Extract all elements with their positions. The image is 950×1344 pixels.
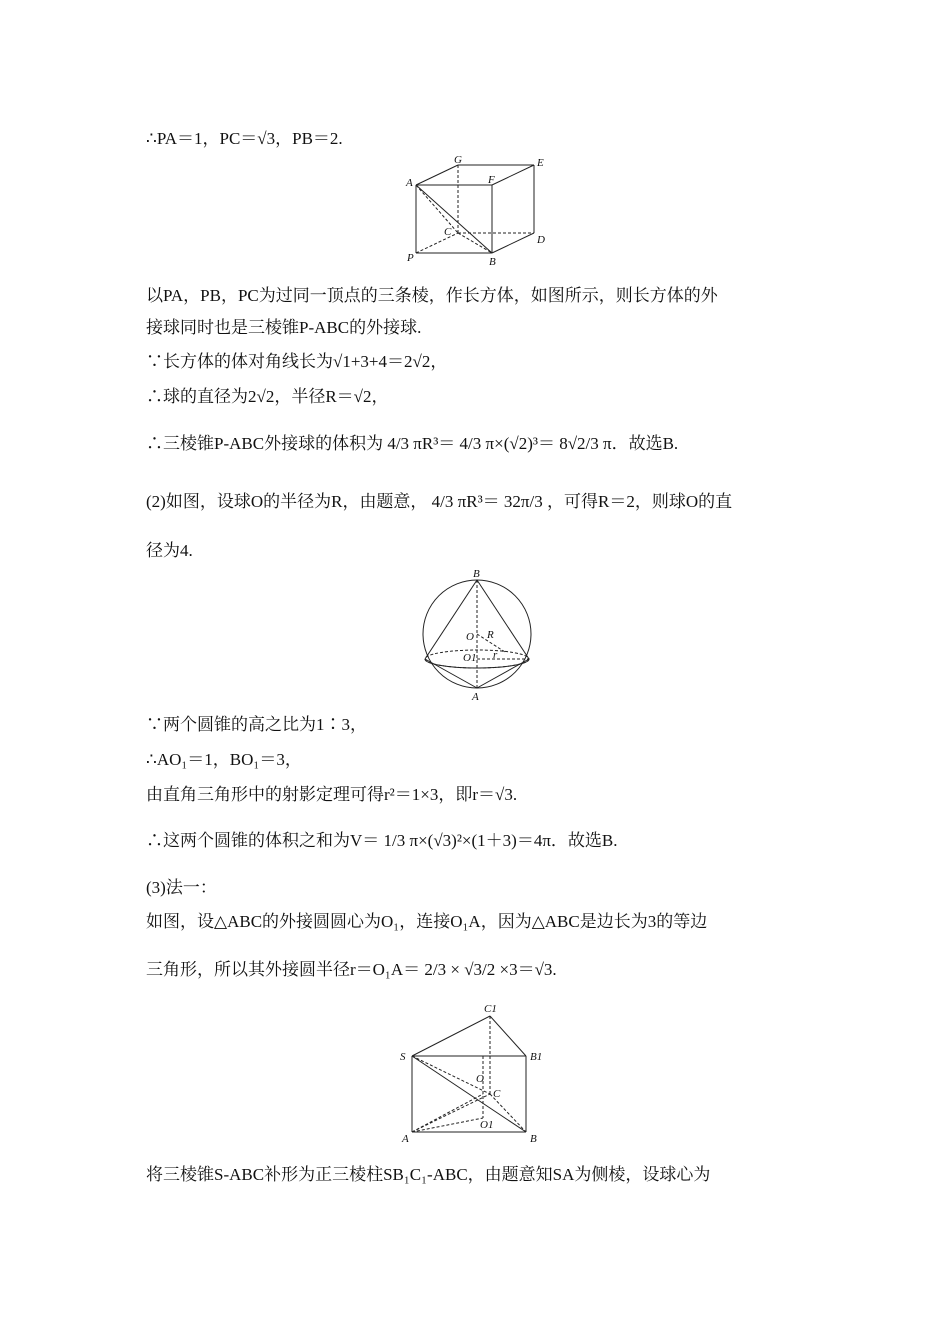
label-O: O bbox=[466, 631, 474, 643]
label-A: A bbox=[472, 691, 479, 703]
text-line-5: ∴球的直径为2√2，半径R＝√2， bbox=[146, 387, 389, 406]
text-line-4: ∵长方体的体对角线长为√1+3+4＝2√2， bbox=[146, 352, 448, 371]
text-line-3: 接球同时也是三棱锥P-ABC的外接球. bbox=[146, 318, 422, 337]
text-line-8: 径为4. bbox=[146, 541, 193, 560]
label-P: P bbox=[407, 252, 414, 264]
label-G: G bbox=[454, 155, 462, 166]
text-line-13: (3)法一： bbox=[146, 878, 217, 897]
label-B: B bbox=[489, 256, 496, 268]
text-line-1 bbox=[146, 127, 343, 151]
label-r: r bbox=[493, 649, 498, 661]
label-C1: C1 bbox=[484, 1003, 497, 1015]
text-line-14: 如图，设△ABC的外接圆圆心为O₁，连接O₁A，因为△ABC是边长为3的等边 bbox=[146, 912, 708, 931]
label-C: C bbox=[444, 226, 452, 238]
label-O1: O1 bbox=[480, 1119, 494, 1131]
label-B1: B1 bbox=[530, 1051, 543, 1063]
label-D: D bbox=[537, 234, 545, 246]
figure-prism bbox=[396, 1002, 556, 1147]
label-A: A bbox=[402, 1133, 409, 1145]
label-B: B bbox=[473, 568, 480, 580]
label-S: S bbox=[400, 1051, 406, 1063]
figure-sphere-cones bbox=[415, 566, 540, 706]
text-line-12: ∴这两个圆锥的体积之和为V＝ 1/3 π×(√3)²×(1＋3)＝4π．故选B. bbox=[146, 831, 618, 850]
label-A: A bbox=[406, 177, 413, 189]
label-R: R bbox=[487, 629, 494, 641]
label-B: B bbox=[530, 1133, 537, 1145]
figure-cuboid bbox=[396, 155, 561, 270]
text-line-16: 将三棱锥S-ABC补形为正三棱柱SB₁C₁-ABC，由题意知SA为侧棱，设球心为 bbox=[146, 1165, 711, 1184]
text-line-7: (2)如图，设球O的半径为R，由题意， 4/3 πR³＝ 32π/3 ，可得R＝2，则球O的直 bbox=[146, 492, 733, 511]
text-line-2: 以PA，PB，PC为过同一顶点的三条棱，作长方体，如图所示，则长方体的外 bbox=[146, 286, 718, 305]
label-O1: O1 bbox=[463, 652, 477, 664]
text-line-11: 由直角三角形中的射影定理可得r²＝1×3，即r＝√3. bbox=[146, 785, 518, 804]
label-E: E bbox=[537, 157, 544, 169]
line-1-content: ∴PA＝1，PC＝√3，PB＝2. bbox=[146, 129, 343, 148]
text-line-10: ∴AO₁＝1，BO₁＝3， bbox=[146, 750, 302, 769]
label-O: O bbox=[476, 1073, 484, 1085]
label-C: C bbox=[493, 1088, 501, 1100]
text-line-15: 三角形，所以其外接圆半径r＝O₁A＝ 2/3 × √3/2 ×3＝√3. bbox=[146, 960, 557, 979]
text-line-9: ∵两个圆锥的高之比为1∶3， bbox=[146, 715, 367, 734]
label-F: F bbox=[488, 174, 495, 186]
text-line-6: ∴三棱锥P-ABC外接球的体积为 4/3 πR³＝ 4/3 π×(√2)³＝ 8√2/3 π．故选B. bbox=[146, 434, 679, 453]
